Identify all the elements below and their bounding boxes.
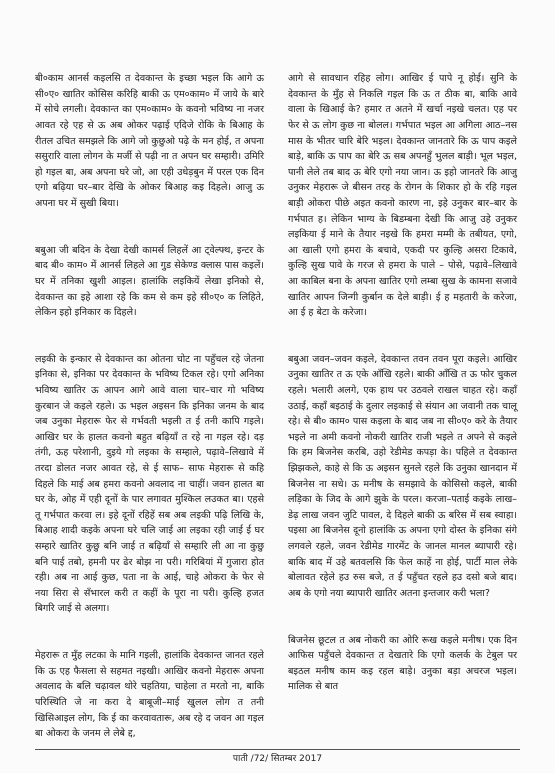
right-column xyxy=(288,40,521,726)
left-column xyxy=(35,40,268,773)
footer-divider xyxy=(35,749,520,750)
paragraph: मेहरारू त मुँह लटका के मानि गइली, हालांकि देवकान्त जानत रहले कि ऊ एह फैसला से सहमत नइखी। आखिर कवनो मेहरारू अपना अवलाद के बलि चढ़ावल थोरे चहतिया, चाहेला त मरतो ना, बाकि परिस्थिति जे ना करा दे बाबूजी–माई खुलल लोग त तनी खिसिआइल लोग, कि ई का करवावतारू, अब रहे द जवन आ गइल बा ओकरा के जनम ले लेबे द्द, xyxy=(35,650,268,740)
paragraph: बबुआ जी बदिन के देखा देखी कामर्स लिहलें आ ट्वेल्फ्थ, इन्टर के बाद बी० काम० में आनर्स लिहले आ गुड सेकेण्ड क्लास पास कइलें। घर में तनिका खुशी आइल। हालांकि लइकियें लेखा इनिको से, देवकान्त का इहे आशा रहे कि कम से कम इहे सी०ए० क लिहिते, लेकिन इहो इनिकार क दिहले। xyxy=(35,244,268,319)
paragraph: आगे से सावधान रहिह लोग। आखिर ई पापे नू होई। सुनि के देवकान्त के मुँह से निकलि गइल कि ऊ त ठीक बा, बाकि आवे वाला के खिआई के? हमार त अतने में खर्चा नइखे चलत। एह पर फेर से ऊ लोग कुछ ना बोलल। गर्भपात भइल आ अगिला आठ–नस मास के भीतर चारि बेरि भइल। देवकान्त जानतारे कि ऊ पाप कइले बाड़े, बाकि ऊ पाप का बेरि ऊ सब अपनहुँ भुलल बाड़ी। भूल भइल, पानी लेले तब बाद ऊ बेरि एगो नया जान। ऊ इहो जानतरे कि आजु उनुकर मेहरारू जे बीसन तरह के रोगन के शिकार हो के रहि गइल बाड़ी ओकरा पीछे अइत कवनो कारण ना, इहे उनुकर बार–बार के गर्भपात ह। लेकिन भाग्य के बिडम्बना देखी कि आजु उहे उनुकर लइकिया ई माने के तैयार नइखे कि हमरा मम्मी के तबीयत, एगो, आ खाली एगो हमरा के बचावे, एकदी पर कुल्हि असरा टिकावे, कुल्हि सुख पावे के गरज से हमरा के पाले – पोसे, पढ़ावे–लिखावे आ काबिल बना के अपना खातिर एगो लम्बा सुख के कामना सजावे खातिर आपन जिन्गी कुर्बान क देले बाड़ी। ई ह महतारी के करेजा, आ ई ह बेटा के करेजा। xyxy=(288,73,521,319)
paragraph: बी०काम आनर्स कइलसि त देवकान्त के इच्छा भइल कि आगे ऊ सी०ए० खातिर कोसिस करिहि बाकी ऊ एम०काम० में जाये के बारे में सोचे लगली। देवकान्त का एम०काम० के कवनो भविष्य ना नजर आवत रहे एह से ऊ अब ओकर पढ़ाई एदिजे रोकि के बिआह के रीतल उचित समझले कि आगे जो कुछुओ पढ़े के मन होई, त अपना ससुरारि वाला लोगन के मर्जी से पढ़ी ना त अपन घर सम्हारी। उमिरि हो गइल बा, अब अपना घरे जो, आ एही उधेड़बुन में परल एक दिन एगो बढ़िया घर–बार देखि के ओकर बिआह कइ दिहले। आजु ऊ अपना घर में सुखी बिया। xyxy=(35,73,268,209)
paragraph: लइकी के इन्कार से देवकान्त का ओतना चोट ना पहुँचल रहे जेतना इनिका से, इनिका पर देवकान्त के भविष्य टिकल रहे। एगो अनिका भविष्य खातिर ऊ आपन आगे आवे वाला चार–चार गो भविष्य कुरबान जे कइले रहले। ऊ भइल अइसन कि इनिका जनम के बाद जब उनुका मेहरारू फेर से गर्भवती भइली त ई तनी कापि गइले। आखिर घर के हालत कवनो बहुत बढ़ियाँ त रहे ना गइल रहे। दड़ तंगी, ऊह परेशानी, दुइये गो लइका के सम्हाले, पढ़ावे–लिखावे में तरदा डोलत नजर आवत रहे, से ई साफ– साफ मेहरारू से कहि दिहले कि माई अब हमरा कवनो अवलाद ना चाहीं। जवन हालत बा घर के, ओह में एही दूनों के पार लगावत मुश्किल लउकत बा। एहसे तू गर्भपात करवा ल। इहे दूनों रहिहें सब अब लइकी पढ़ि लिखि के, बिआह शादी कइके अपना घरे चलि जाई आ लइका रही जाई ई घर सम्हारे खातिर कुछु बनि जाई त बढ़ियाँ से सम्हारि ली आ ना कुछु बनि पाई तबो, हमनी पर ढेर बोझ ना परी। गरिबियां में गुजारा होत रही। अब ना आई कुछ, पता ना के आई, चाहे ओकरा के फेर से नया सिरा से सँभारल करी त कहीं के पूरा ना परी। कुल्हि हजत बिगरि जाई से अलगा। xyxy=(35,353,268,615)
paragraph: बबुआ जवन–जवन कइले, देवकान्त तवन तवन पूरा कइले। आखिर उनुका खातिर त ऊ एके आँखि रहले। बाकी आँखि त ऊ फोर चुकल रहले। भलारी अलगे, एक हाथ पर उठवले राखल चाहत रहे। कहाँ उठाई, कहाँ बइठाई के दुलार लइकाई से संयान आ जवानी तक चालू रहे। से बी० काम० पास कइला के बाद जब ना सी०ए० करे के तैयार भइले ना अमी कवनो नोकरी खातिर राजी भइले त अपने से कइले कि हम बिजनेस करबि, उहो रेडीमेड कपड़ा के। पहिले त देवकान्त झिझकले, काहे से कि ऊ अइसन सुनले रहले कि उनुका खानदान में बिजनेस ना सधे। ऊ मनीष के समझावे के कोसिसो कइले, बाकी लड़िका के जिद के आगे झुके के परल। करजा–पताई कइके लाख–डेढ़ लाख जवन जुटि पावल, दे दिहले बाकी ऊ बरिस में सब स्वाहा। पइसा आ बिजनेस दूनो हालांकि ऊ अपना एगो दोस्त के इनिका संगे लगवले रहले, जवन रेडीमेड गारमेंट के जानल मानल ब्यापारी रहे। बाकि बाद में उहे बतवलसि कि फेल काहें ना होई, पार्टी माल लेके बोलावत रहेले हउ रुस बजे, त ई पहुँचत रहले हउ दसो बजे बाद। अब के एगो नया ब्यापारी खातिर अतना इन्तजार करी भला? xyxy=(288,353,521,599)
page-footer: पाती /72/ सितम्बर 2017 xyxy=(232,754,323,764)
paragraph: बिजनेस छूटल त अब नोकरी का ओरि रूख कइले मनीष। एक दिन आफिस पहुँचले देवकान्त त देखतारे कि एगो कलर्क के टेबुल पर बइठल मनीष काम कइ रहल बाड़े। उनुका बड़ा अचरज भइल। मालिक से बात xyxy=(288,634,521,693)
